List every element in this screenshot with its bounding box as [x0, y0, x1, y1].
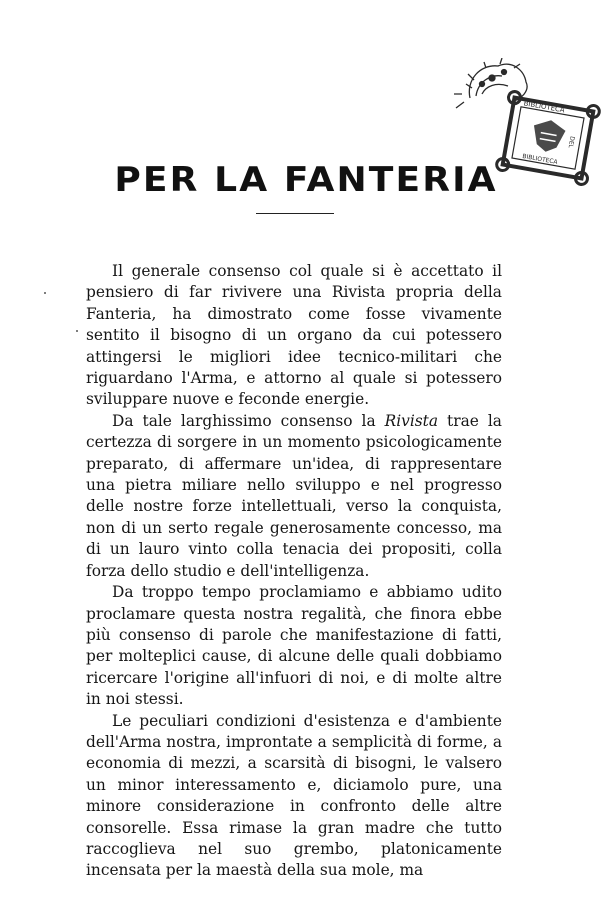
title-divider — [256, 213, 334, 214]
stamp-crest — [454, 58, 527, 108]
paragraph-4-text: Le peculiari condizioni d'esistenza e d'ambiente dell'Arma nostra, improntate a semplicità di forme, a economia di mezzi, a scarsità di bisogni, le valsero un minor interessamento e, diciamolo pure, una minore considerazione in confronto delle altre consorelle. Essa rimase la gran madre che tutto raccoglieva nel suo grembo, platonicamente incensata per la maestà della sua mole, ma — [86, 711, 502, 880]
stamp-text-top: BIBLIOTECA — [522, 99, 566, 115]
paragraph-1 — [86, 261, 502, 411]
scan-speck — [76, 330, 78, 332]
paragraph-1-text: Il generale consenso col quale si è accettato il pensiero di far rivivere una Rivista propria della Fanteria, ha dimostrato come fosse vivamente sentito il bisogno di un organo da cui potessero attingersi le migliori idee tecnico-militari che riguardano l'Arma, e attorno al quale si potessero sviluppare nuove e feconde energie. — [86, 262, 502, 409]
paragraph-3 — [86, 582, 502, 710]
paragraph-2 — [86, 411, 502, 582]
scan-speck — [44, 292, 46, 294]
paragraph-2-emphasis: Rivista — [384, 411, 439, 430]
article-body — [86, 261, 502, 882]
paragraph-2-text-before: Da tale larghissimo consenso la — [112, 411, 385, 430]
page-title: PER LA FANTERIA — [114, 160, 498, 200]
stamp-text-side: DEL — [566, 135, 576, 149]
paragraph-2-text-after: trae la certezza di sorgere in un momento psicologicamente preparato, di affermare un'idea, di rappresentare una pietra miliare nello sviluppo e nel progresso delle nostre forze intellettuali, verso la conquista, non di un serto regale generosamente concesso, ma di un lauro vinto colla tenacia dei propositi, colla forza dello studio e dell'intelligenza. — [86, 411, 502, 580]
stamp-text-bottom: BIBLIOTECA — [521, 152, 559, 166]
paragraph-4 — [86, 711, 502, 882]
paragraph-3-text: Da troppo tempo proclamiamo e abbiamo udito proclamare questa nostra regalità, che finora ebbe più consenso di parole che manifestazione di fatti, per molteplici cause, di alcune delle quali dobbiamo ricercare l'origine all'infuori di noi, e di molte altre in noi stessi. — [86, 583, 502, 709]
